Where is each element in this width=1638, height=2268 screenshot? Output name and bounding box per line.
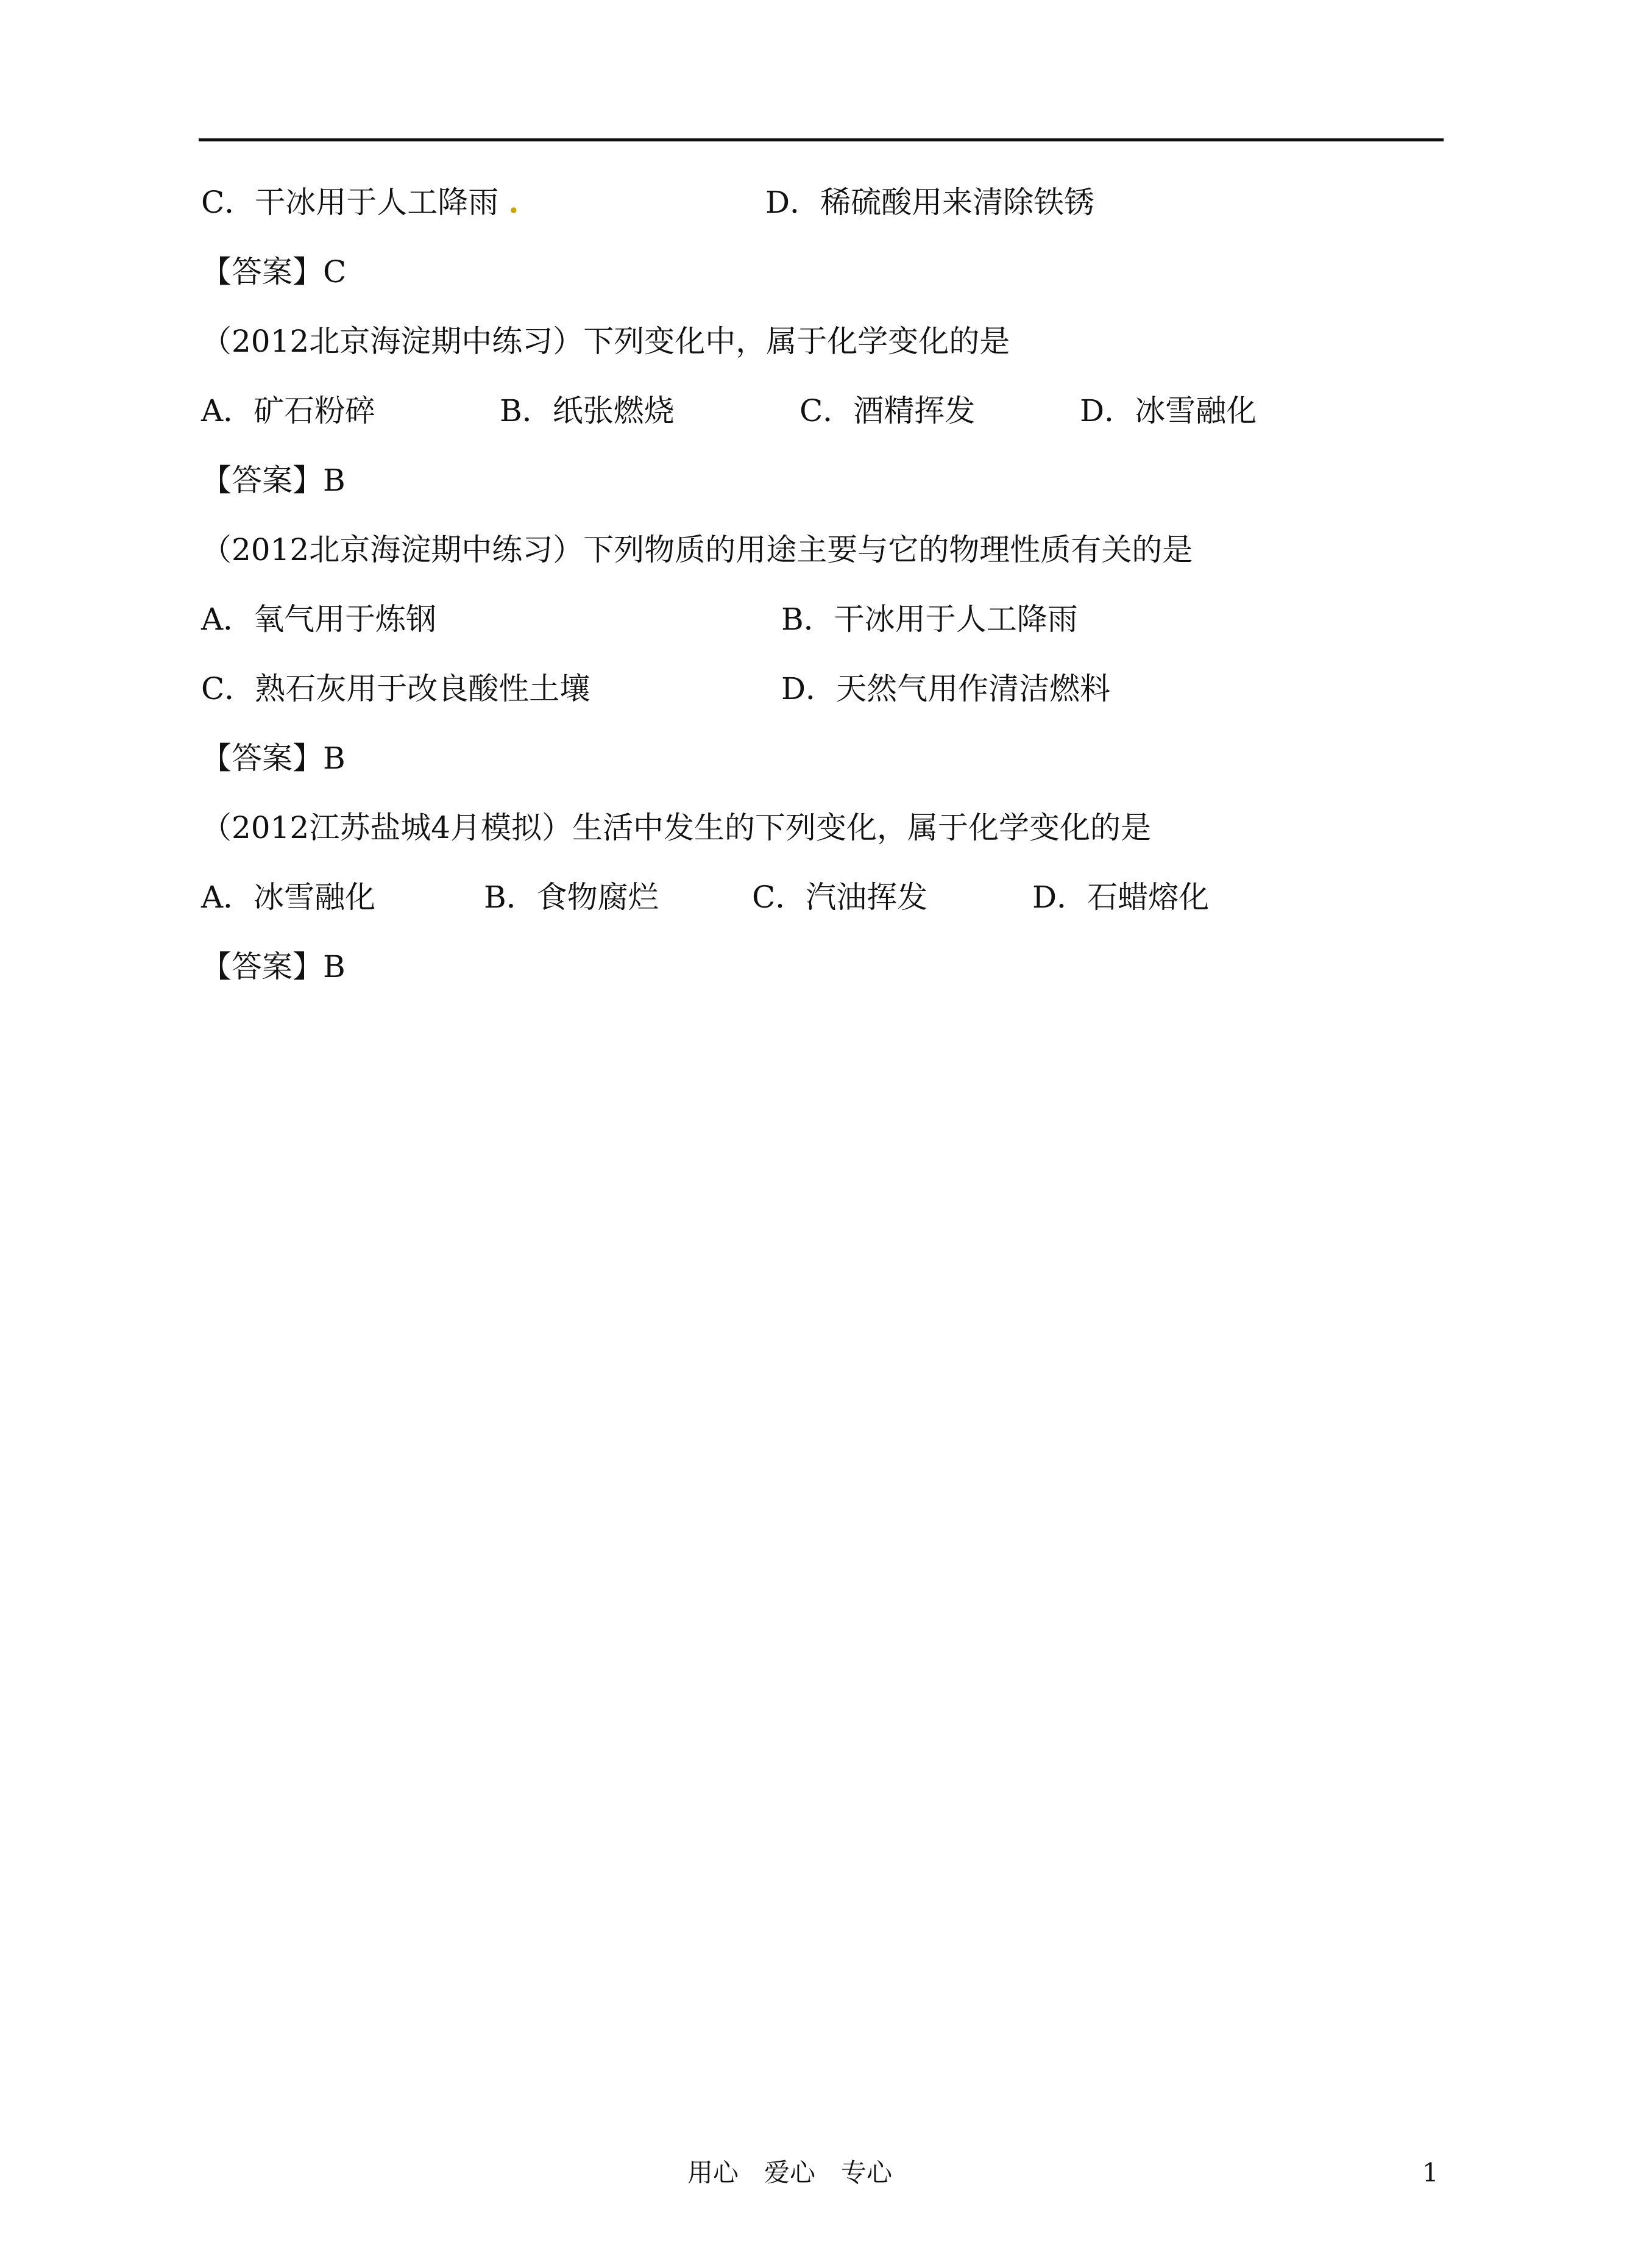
header-rule xyxy=(199,138,1444,141)
option-c-text: C．干冰用于人工降雨 xyxy=(201,185,499,220)
question-4-answer: 【答案】B xyxy=(201,949,346,984)
highlight-mark: . xyxy=(508,184,519,220)
option-a: A．矿石粉碎 xyxy=(201,393,376,428)
option-d: D．冰雪融化 xyxy=(1080,393,1257,428)
option-a: A．氧气用于炼钢 xyxy=(201,602,437,637)
option-d: D．天然气用作清洁燃料 xyxy=(781,671,1111,706)
option-a: A．冰雪融化 xyxy=(201,880,376,915)
question-3-answer: 【答案】B xyxy=(201,741,346,776)
page-number: 1 xyxy=(1422,2158,1439,2188)
option-c xyxy=(201,184,519,221)
question-4-stem: （2012江苏盐城4月模拟）生活中发生的下列变化，属于化学变化的是 xyxy=(201,810,1152,845)
option-c: C．酒精挥发 xyxy=(800,393,976,428)
option-d: D．稀硫酸用来清除铁锈 xyxy=(765,185,1095,220)
question-1-answer: 【答案】C xyxy=(201,254,347,290)
question-2-answer: 【答案】B xyxy=(201,463,346,498)
option-c: C．汽油挥发 xyxy=(752,880,928,915)
option-b: B．纸张燃烧 xyxy=(500,393,675,428)
option-d: D．石蜡熔化 xyxy=(1032,880,1210,915)
option-b: B．干冰用于人工降雨 xyxy=(781,602,1078,637)
question-2-stem: （2012北京海淀期中练习）下列变化中，属于化学变化的是 xyxy=(201,324,1010,359)
option-c: C．熟石灰用于改良酸性土壤 xyxy=(201,671,590,706)
question-3-stem: （2012北京海淀期中练习）下列物质的用途主要与它的物理性质有关的是 xyxy=(201,532,1193,567)
option-b: B．食物腐烂 xyxy=(484,880,659,915)
page-footer-text: 用心 爱心 专心 xyxy=(687,2158,893,2188)
